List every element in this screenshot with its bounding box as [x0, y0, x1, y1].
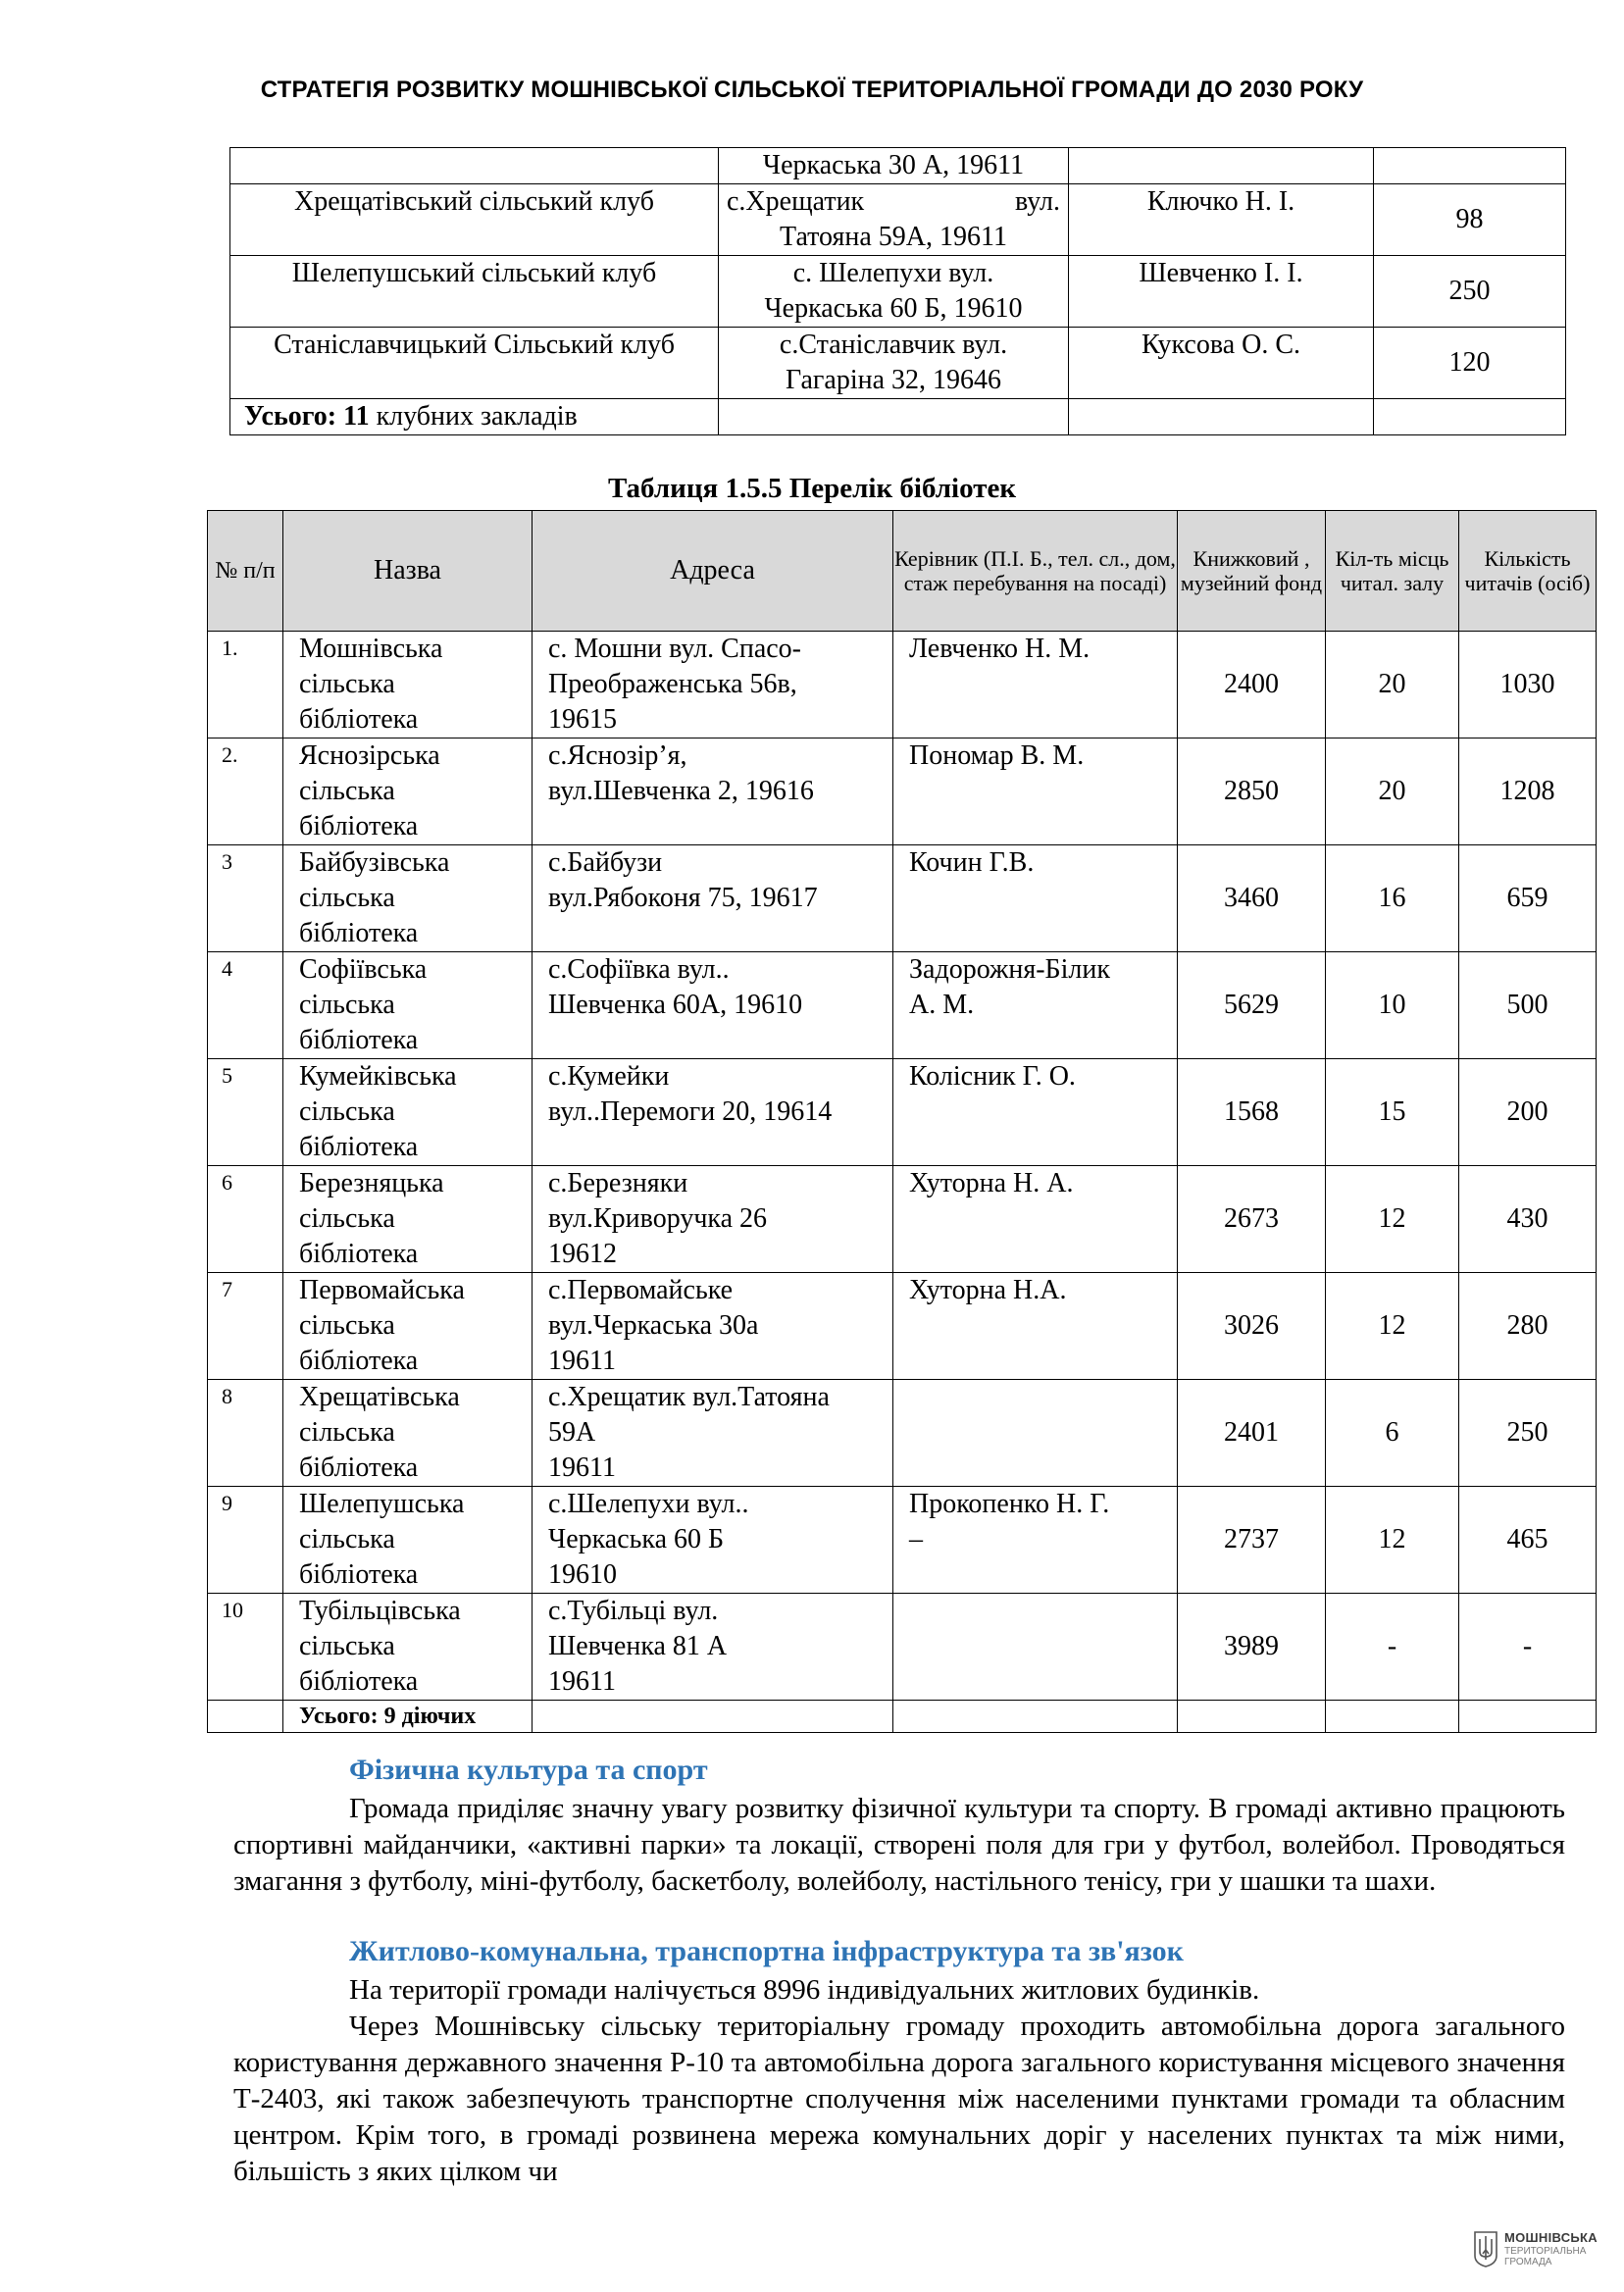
page-header: СТРАТЕГІЯ РОЗВИТКУ МОШНІВСЬКОЇ СІЛЬСЬКОЇ ТЕРИТОРІАЛЬНОЇ ГРОМАДИ ДО 2030 РОКУ: [260, 76, 1364, 103]
community-logo: [1473, 2228, 1600, 2273]
club-address: с. Шелепухи вул. Черкаська 60 Б, 19610: [719, 256, 1069, 328]
club-name: Станіславчицький Сільський клуб: [230, 328, 719, 399]
library-head: Хуторна Н. А.: [893, 1166, 1178, 1273]
library-address: с.Софіївка вул.. Шевченка 60А, 19610: [533, 952, 893, 1059]
library-seats: 10: [1326, 952, 1459, 1059]
club-address: Черкаська 30 А, 19611: [719, 148, 1069, 184]
library-name: Софіївська сільська бібліотека: [283, 952, 533, 1059]
table-row: [230, 256, 1566, 328]
library-address: с.Яснозір’я, вул.Шевченка 2, 19616: [533, 739, 893, 845]
table-row: [208, 739, 1597, 845]
clubs-total: Усього: 11 клубних закладів: [230, 399, 719, 435]
library-fund: 2737: [1178, 1487, 1326, 1594]
table-row: [230, 184, 1566, 256]
table-row: [208, 1059, 1597, 1166]
library-head: Левченко Н. М.: [893, 632, 1178, 739]
library-address: с.Шелепухи вул.. Черкаська 60 Б 19610: [533, 1487, 893, 1594]
row-number: 2.: [208, 739, 283, 845]
library-readers: 500: [1459, 952, 1597, 1059]
paragraph-housing-2: Через Мошнівську сільську територіальну громаду проходить автомобільна дорога загального користування державного значення Р-10 та автомобільна дорога загального користування місцевого значення Т-2403, які також забезпечують транспортне сполучення між населеними пунктами громади та обласним центром. Крім того, в громаді розвинена мережа комунальних доріг у населених пунктах та між ними, більшість з яких цілком чи: [233, 2011, 1565, 2187]
library-fund: 3026: [1178, 1273, 1326, 1380]
library-name: Яснозірська сільська бібліотека: [283, 739, 533, 845]
club-seats: 120: [1374, 328, 1566, 399]
library-fund: 2400: [1178, 632, 1326, 739]
library-fund: 2673: [1178, 1166, 1326, 1273]
libraries-total: Усього: 9 діючих: [283, 1701, 533, 1733]
library-address: с.Кумейки вул..Перемоги 20, 19614: [533, 1059, 893, 1166]
club-address: с.Станіславчик вул. Гагаріна 32, 19646: [719, 328, 1069, 399]
library-seats: 15: [1326, 1059, 1459, 1166]
club-head: Шевченко І. І.: [1069, 256, 1374, 328]
library-head: [893, 1380, 1178, 1487]
section-title-sport: Фізична культура та спорт: [349, 1754, 708, 1786]
col-header-readers: Кількість читачів (осіб): [1459, 511, 1597, 632]
library-head: Кочин Г.В.: [893, 845, 1178, 952]
library-readers: 465: [1459, 1487, 1597, 1594]
club-head: Ключко Н. І.: [1069, 184, 1374, 256]
library-fund: 2850: [1178, 739, 1326, 845]
col-header-address: Адреса: [533, 511, 893, 632]
logo-line-2: ТЕРИТОРІАЛЬНА ГРОМАДА: [1504, 2246, 1587, 2267]
library-name: Тубільцівська сільська бібліотека: [283, 1594, 533, 1701]
library-readers: 280: [1459, 1273, 1597, 1380]
club-head: Куксова О. С.: [1069, 328, 1374, 399]
library-address: с.Первомайське вул.Черкаська 30а 19611: [533, 1273, 893, 1380]
table-row: [208, 1166, 1597, 1273]
club-seats: 250: [1374, 256, 1566, 328]
library-seats: 20: [1326, 632, 1459, 739]
paragraph-housing-1: На території громади налічується 8996 індивідуальних житлових будинків.: [349, 1974, 1260, 2006]
table-row: [208, 1487, 1597, 1594]
row-number: 8: [208, 1380, 283, 1487]
library-name: Березняцька сільська бібліотека: [283, 1166, 533, 1273]
library-fund: 2401: [1178, 1380, 1326, 1487]
row-number: 4: [208, 952, 283, 1059]
library-name: Мошнівська сільська бібліотека: [283, 632, 533, 739]
table-row: [230, 148, 1566, 184]
library-name: Шелепушська сільська бібліотека: [283, 1487, 533, 1594]
libraries-table: [207, 510, 1597, 1733]
table-row: [208, 632, 1597, 739]
col-header-seats: Кіл-ть місць читал. залу: [1326, 511, 1459, 632]
library-readers: 200: [1459, 1059, 1597, 1166]
library-address: с. Мошни вул. Спасо- Преображенська 56в, 19615: [533, 632, 893, 739]
library-readers: 1208: [1459, 739, 1597, 845]
club-name: Шелепушський сільський клуб: [230, 256, 719, 328]
table-row: [230, 328, 1566, 399]
trident-emblem-icon: [1473, 2230, 1498, 2267]
table-row: [208, 845, 1597, 952]
club-name: Хрещатівський сільський клуб: [230, 184, 719, 256]
library-head: Пономар В. М.: [893, 739, 1178, 845]
library-readers: 1030: [1459, 632, 1597, 739]
library-seats: 6: [1326, 1380, 1459, 1487]
library-seats: 12: [1326, 1487, 1459, 1594]
table-row-total: [208, 1701, 1597, 1733]
library-readers: 430: [1459, 1166, 1597, 1273]
library-name: Первомайська сільська бібліотека: [283, 1273, 533, 1380]
library-fund: 3460: [1178, 845, 1326, 952]
table-row: [208, 1594, 1597, 1701]
library-head: Хуторна Н.А.: [893, 1273, 1178, 1380]
library-fund: 3989: [1178, 1594, 1326, 1701]
library-seats: -: [1326, 1594, 1459, 1701]
library-address: с.Хрещатик вул.Татояна 59А 19611: [533, 1380, 893, 1487]
logo-line-1: МОШНІВСЬКА: [1504, 2230, 1598, 2245]
library-head: Прокопенко Н. Г. –: [893, 1487, 1178, 1594]
library-seats: 12: [1326, 1166, 1459, 1273]
library-name: Байбузівська сільська бібліотека: [283, 845, 533, 952]
table-row: [208, 1273, 1597, 1380]
library-seats: 12: [1326, 1273, 1459, 1380]
library-name: Кумейківська сільська бібліотека: [283, 1059, 533, 1166]
section-title-housing: Житлово-комунальна, транспортна інфраструктура та зв'язок: [349, 1935, 1184, 1967]
libraries-caption: Таблиця 1.5.5 Перелік бібліотек: [607, 473, 1017, 504]
library-address: с.Байбузи вул.Рябоконя 75, 19617: [533, 845, 893, 952]
col-header-fund: Книжковий , музейний фонд: [1178, 511, 1326, 632]
table-header-row: [208, 511, 1597, 632]
row-number: 7: [208, 1273, 283, 1380]
col-header-head: Керівник (П.І. Б., тел. сл., дом, стаж перебування на посаді): [893, 511, 1178, 632]
table-row: [230, 399, 1566, 435]
library-name: Хрещатівська сільська бібліотека: [283, 1380, 533, 1487]
library-seats: 16: [1326, 845, 1459, 952]
library-readers: 250: [1459, 1380, 1597, 1487]
library-head: [893, 1594, 1178, 1701]
library-fund: 1568: [1178, 1059, 1326, 1166]
library-address: с.Тубільці вул. Шевченка 81 А 19611: [533, 1594, 893, 1701]
library-head: Задорожня-Білик А. М.: [893, 952, 1178, 1059]
table-row: [208, 952, 1597, 1059]
club-seats: 98: [1374, 184, 1566, 256]
library-readers: -: [1459, 1594, 1597, 1701]
row-number: 1.: [208, 632, 283, 739]
libraries-body: [208, 632, 1597, 1733]
col-header-name: Назва: [283, 511, 533, 632]
row-number: 3: [208, 845, 283, 952]
row-number: 10: [208, 1594, 283, 1701]
library-address: с.Березняки вул.Криворучка 26 19612: [533, 1166, 893, 1273]
clubs-table: [229, 147, 1566, 435]
table-row: [208, 1380, 1597, 1487]
library-readers: 659: [1459, 845, 1597, 952]
row-number: 5: [208, 1059, 283, 1166]
library-seats: 20: [1326, 739, 1459, 845]
library-fund: 5629: [1178, 952, 1326, 1059]
col-header-num: № п/п: [208, 511, 283, 632]
library-head: Колісник Г. О.: [893, 1059, 1178, 1166]
paragraph-sport: Громада приділяє значну увагу розвитку фізичної культури та спорту. В громаді активно працюють спортивні майданчики, «активні парки» та локації, створені поля для гри у футбол, волейбол. Проводяться змагання з футболу, міні-футболу, баскетболу, волейболу, настільного тенісу, гри у шашки та шахи.: [233, 1793, 1565, 1897]
row-number: 6: [208, 1166, 283, 1273]
row-number: 9: [208, 1487, 283, 1594]
club-address: с.Хрещатик вул. Татояна 59А, 19611: [719, 184, 1069, 256]
